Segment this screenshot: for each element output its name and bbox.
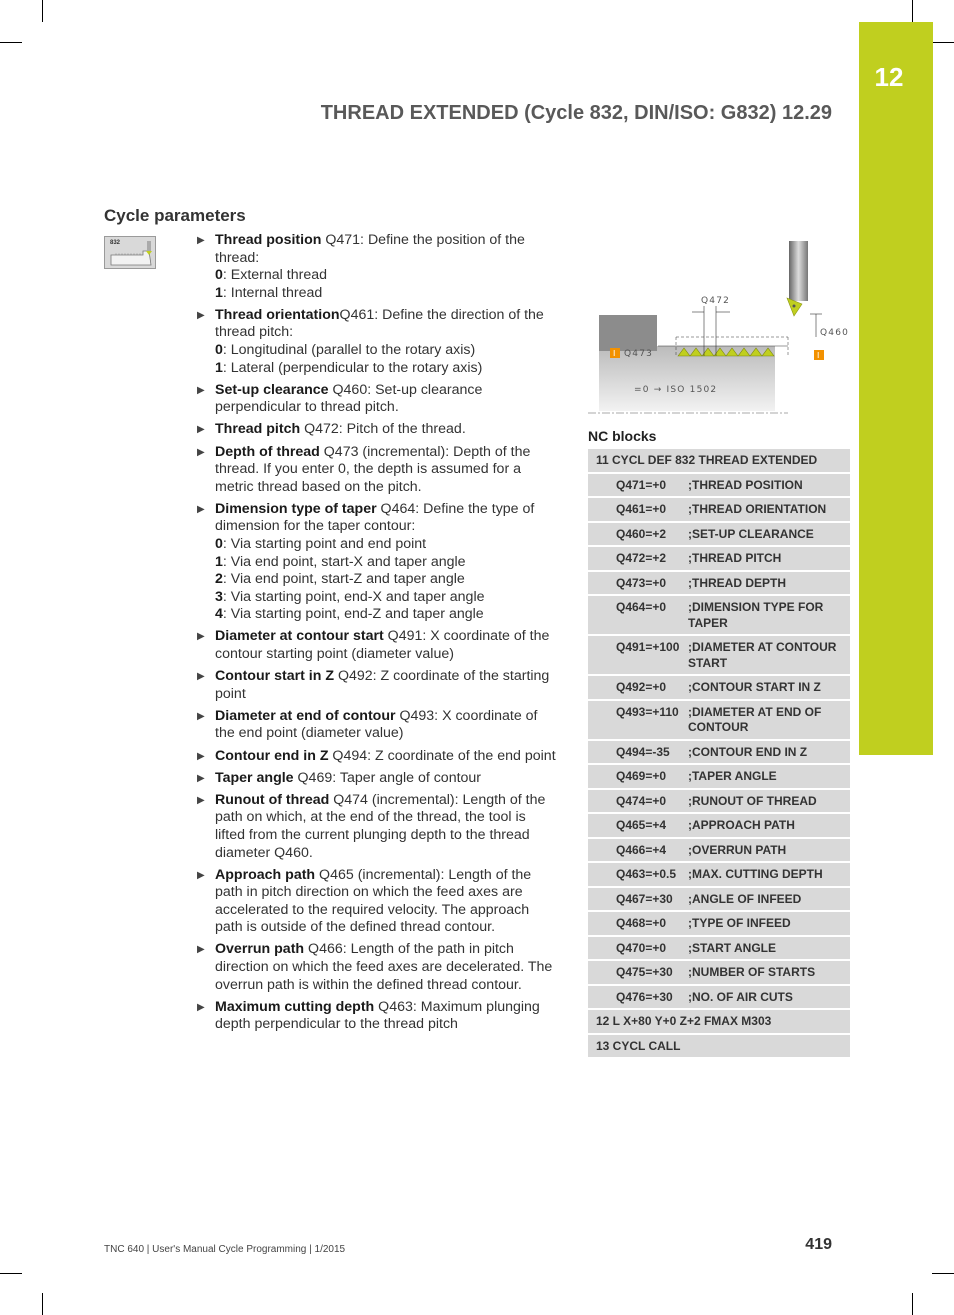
option-key: 1 [215,553,223,570]
option-key: 1 [215,359,223,376]
svg-text:I: I [613,349,616,358]
nc-parameter-value: Q493=+110 [616,704,679,719]
nc-comment: ;SET-UP CLEARANCE [688,526,814,541]
parameter-item [193,867,558,937]
nc-parameter-value: Q470=+0 [616,940,667,955]
nc-parameter-value: Q491=+100 [616,640,680,654]
parameter-description: Q493: X coordinate of the end point (diameter value) [215,707,538,742]
nc-row [588,676,850,699]
nc-row [588,961,850,984]
nc-comment: ;TAPER ANGLE [688,769,777,783]
parameter-item [193,382,558,417]
nc-row [588,498,850,521]
parameter-name: Dimension type of taper [215,500,377,517]
nc-parameter-value: Q476=+30 [616,989,673,1004]
crop-mark [42,1293,43,1315]
nc-parameter-value: Q463=+0.5 [616,867,677,881]
bullet-arrow-icon: ▶ [197,710,205,722]
option-text: : Via starting point, end-X and taper angle [222,588,485,605]
chapter-tab [859,22,933,755]
parameter-option [215,571,558,589]
parameter-description: Q466: Length of the path in pitch direction on which the feed axes are decelerated. The overrun path is within the defined thread contour. [215,941,553,993]
nc-comment: ;CONTOUR START IN Z [688,680,821,694]
parameter-item [193,999,558,1034]
nc-comment: ;RUNOUT OF THREAD [688,793,817,808]
nc-row: 11 CYCL DEF 832 THREAD EXTENDED [588,449,850,472]
nc-row [588,523,850,546]
nc-comment: ;TYPE OF INFEED [688,916,791,930]
bullet-arrow-icon: ▶ [197,671,205,683]
parameter-option [215,536,558,554]
option-text: : Via end point, start-Z and taper angle [222,571,465,588]
nc-parameter-value: Q466=+4 [616,842,667,857]
crop-mark [0,42,22,43]
bullet-arrow-icon: ▶ [197,944,205,956]
parameter-name: Runout of thread [215,791,330,808]
bullet-arrow-icon: ▶ [197,1001,205,1013]
option-text: : Via starting point, end-Z and taper angle [222,606,484,623]
bullet-arrow-icon: ▶ [197,309,205,321]
parameter-option [215,606,558,624]
bullet-arrow-icon: ▶ [197,794,205,806]
parameter-name: Maximum cutting depth [215,998,375,1015]
nc-row [588,741,850,764]
parameter-option [215,589,558,607]
nc-parameter-value: Q473=+0 [616,575,667,590]
label-q460: Q460 [820,328,850,338]
parameter-name: Overrun path [215,941,305,958]
bullet-arrow-icon: ▶ [197,631,205,643]
nc-row [588,839,850,862]
nc-comment: ;DIAMETER AT END OF CONTOUR [688,704,822,734]
parameter-item [193,307,558,377]
bullet-arrow-icon: ▶ [197,750,205,762]
nc-row [588,596,850,634]
option-text: : Internal thread [222,284,323,301]
crop-mark [912,0,913,22]
option-key: 0 [215,342,223,359]
nc-comment: ;APPROACH PATH [688,818,795,832]
parameter-description: Q465 (incremental): Length of the path in pitch direction on which the feed axes are accelerated to the required velocity. The approach path is outside of the defined thread contour. [215,866,532,936]
nc-row [588,547,850,570]
parameter-list [193,232,558,1038]
parameter-name: Approach path [215,866,316,883]
bullet-arrow-icon: ▶ [197,503,205,515]
parameter-name: Thread pitch [215,421,301,438]
page-number: 419 [805,1236,832,1253]
nc-row [588,572,850,595]
nc-comment: ;MAX. CUTTING DEPTH [688,867,823,881]
crop-mark [932,1273,954,1274]
parameter-description: Q494: Z coordinate of the end point [328,747,556,764]
nc-row [588,790,850,813]
label-q472: Q472 [701,296,731,306]
nc-comment: ;CONTOUR END IN Z [688,744,808,759]
parameter-name: Diameter at end of contour [215,707,396,724]
parameter-item [193,748,558,766]
option-text: : Longitudinal (parallel to the rotary axis) [222,342,476,359]
parameter-description: Q460: Set-up clearance perpendicular to thread pitch. [215,381,483,416]
parameter-option [215,285,558,303]
nc-row: 13 CYCL CALL [588,1035,850,1058]
option-key: 0 [215,536,223,552]
bullet-arrow-icon: ▶ [197,424,205,436]
crop-mark [0,1273,22,1274]
parameter-option [215,554,558,572]
nc-row [588,701,850,739]
nc-comment: ;THREAD DEPTH [688,575,786,590]
nc-row [588,912,850,935]
nc-parameter-value: Q460=+2 [616,526,667,541]
option-text: : External thread [222,267,327,284]
parameter-item [193,792,558,862]
nc-comment: ;THREAD PITCH [688,551,782,565]
parameter-item [193,770,558,788]
parameter-description: Q469: Taper angle of contour [293,769,482,786]
parameter-option [215,267,558,285]
parameter-description: Q463: Maximum plunging depth perpendicular to the thread pitch [215,998,540,1033]
nc-parameter-value: Q475=+30 [616,965,673,979]
nc-parameter-value: Q461=+0 [616,502,667,516]
option-key: 3 [215,588,223,605]
chapter-number: 12 [874,62,904,92]
parameter-name: Diameter at contour start [215,628,384,645]
nc-parameter-value: Q464=+0 [616,600,667,614]
parameter-item [193,708,558,743]
option-text: : Lateral (perpendicular to the rotary axis) [222,359,483,376]
parameter-item [193,501,558,624]
bullet-arrow-icon: ▶ [197,772,205,784]
option-key: 0 [215,267,223,284]
parameter-option [215,342,558,360]
option-text: : Via end point, start-X and taper angle [222,553,466,570]
parameter-option [215,360,558,378]
tool-holder [789,241,808,301]
footer-text: TNC 640 | User's Manual Cycle Programming | 1/2015 [104,1244,346,1255]
parameter-description: Q491: X coordinate of the contour starting point (diameter value) [215,628,550,663]
parameter-name: Taper angle [215,769,294,786]
option-key: 1 [215,284,223,301]
parameter-description: Q461: Define the direction of the thread pitch: [215,306,544,341]
parameter-description: Q464: Define the type of dimension for the taper contour: [215,500,535,535]
nc-parameter-value: Q465=+4 [616,818,667,832]
parameter-description: Q471: Define the position of the thread: [215,232,525,266]
parameter-description: Q492: Z coordinate of the starting point [215,668,550,702]
svg-text:I: I [817,351,820,360]
nc-parameter-value: Q468=+0 [616,916,667,930]
nc-row [588,814,850,837]
bullet-arrow-icon: ▶ [197,869,205,881]
parameter-name: Thread position [215,232,322,248]
parameter-item [193,232,558,302]
crop-mark [912,1293,913,1315]
label-iso: =0 → ISO 1502 [634,385,718,395]
nc-row [588,636,850,674]
option-text: : Via starting point and end point [222,536,427,552]
parameter-name: Depth of thread [215,443,320,460]
bullet-arrow-icon: ▶ [197,235,205,246]
nc-row: 12 L X+80 Y+0 Z+2 FMAX M303 [588,1010,850,1033]
nc-row [588,765,850,788]
nc-row [588,986,850,1009]
parameter-item [193,941,558,994]
crop-mark [932,42,954,43]
page-header-title: THREAD EXTENDED (Cycle 832, DIN/ISO: G832) 12.29 [320,102,832,124]
nc-parameter-value: Q494=-35 [616,744,670,759]
parameter-name: Thread orientation [215,306,340,323]
nc-row [588,863,850,886]
nc-comment: ;THREAD ORIENTATION [688,502,827,516]
nc-comment: ;THREAD POSITION [688,477,803,492]
nc-row [588,474,850,497]
option-key: 4 [215,606,223,623]
thread-diagram [588,236,853,416]
nc-row [588,888,850,911]
nc-comment: ;OVERRUN PATH [688,842,787,857]
bullet-arrow-icon: ▶ [197,384,205,396]
nc-parameter-value: Q469=+0 [616,769,667,783]
parameter-name: Contour end in Z [215,747,329,764]
nc-parameter-value: Q467=+30 [616,891,673,906]
nc-comment: ;DIAMETER AT CONTOUR START [688,640,837,670]
parameter-name: Set-up clearance [215,381,329,398]
parameter-description: Q474 (incremental): Length of the path on which, at the end of the thread, the tool is lifted from the current plunging depth to the thread diameter Q460. [215,791,546,861]
parameter-item [193,421,558,439]
option-key: 2 [215,571,223,588]
nc-comment: ;DIMENSION TYPE FOR TAPER [688,600,824,630]
softkey-label: 832 [110,240,121,246]
nc-blocks-title: NC blocks [588,428,657,444]
nc-blocks-table [588,449,850,1059]
nc-parameter-value: Q492=+0 [616,680,667,694]
cycle-832-softkey-icon [104,236,156,269]
section-title: Cycle parameters [104,206,246,225]
nc-comment: ;NUMBER OF STARTS [688,965,816,979]
parameter-description: Q473 (incremental): Depth of the thread. If you enter 0, the depth is assumed for a metric thread based on the pitch. [215,443,531,495]
nc-parameter-value: Q471=+0 [616,477,667,492]
nc-comment: ;ANGLE OF INFEED [688,891,802,906]
label-q473: Q473 [624,349,654,359]
nc-comment: ;START ANGLE [688,940,776,955]
nc-comment: ;NO. OF AIR CUTS [688,989,793,1004]
bullet-arrow-icon: ▶ [197,446,205,458]
nc-row [588,937,850,960]
parameter-item [193,668,558,703]
parameter-name: Contour start in Z [215,668,335,685]
nc-parameter-value: Q472=+2 [616,551,667,565]
parameter-item [193,444,558,497]
nc-parameter-value: Q474=+0 [616,793,667,808]
crop-mark [42,0,43,22]
parameter-description: Q472: Pitch of the thread. [300,421,466,438]
parameter-item [193,628,558,663]
